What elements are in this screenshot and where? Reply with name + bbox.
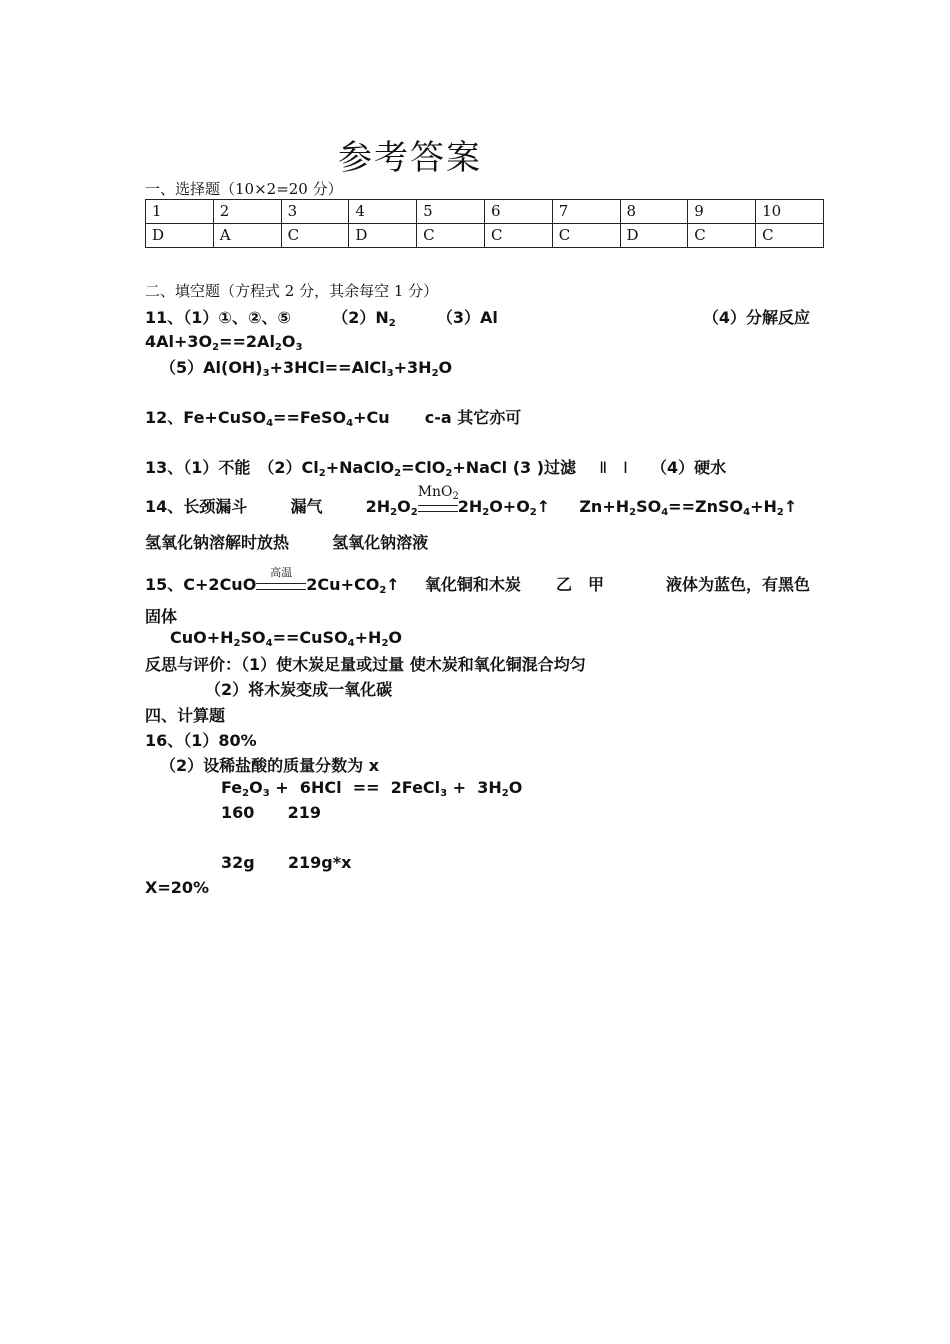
table-row-answers <box>146 224 824 248</box>
table-cell: 7 <box>552 200 620 224</box>
table-cell: A <box>213 224 281 248</box>
q12-note: c-a 其它亦可 <box>424 408 522 427</box>
table-cell: 9 <box>688 200 756 224</box>
q13-part4: （4）硬水 <box>650 458 727 477</box>
q14-line2 <box>145 530 428 553</box>
q11-line: 11、（1）①、②、⑤ $(2)N_2$ （3）Al （4）分解反应 <box>145 305 810 328</box>
q11-part1: （1）①、②、⑤ <box>183 308 292 327</box>
q15-line2: 固体 <box>145 607 178 626</box>
table-cell: D <box>620 224 688 248</box>
eq-text: 4Al+3O <box>145 332 213 351</box>
table-cell: C <box>756 224 824 248</box>
q14-number: 14、 <box>145 497 184 516</box>
table-cell: 2 <box>213 200 281 224</box>
q12-number: 12、 <box>145 408 184 427</box>
section2-heading: 二、填空题（方程式 2 分，其余每空 1 分） <box>145 282 439 300</box>
q15-eq2: $CuO+H_2SO_4==CuSO_4+H_2O$ <box>170 628 403 649</box>
table-cell: C <box>688 224 756 248</box>
q16-given <box>221 853 351 872</box>
table-cell: 8 <box>620 200 688 224</box>
page-title: 参考答案 <box>338 138 482 178</box>
q15-line1: 15、C+2CuO 高温 $2Cu+CO_2↑$ 氧化铜和木炭 乙 甲 液体为蓝色，有黑色 <box>145 566 810 596</box>
q11-part4: （4）分解反应 <box>702 308 810 327</box>
mass-hcl: 219 <box>287 803 321 822</box>
given-fe2o3: 32g <box>221 853 255 872</box>
table-cell: C <box>484 224 552 248</box>
q12-line: 12、Fe+CuSO$_4$==FeSO$_4$+Cu c-a 其它亦可 <box>145 408 522 429</box>
q14-line1: 14、长颈漏斗 漏气 $2H_2O_2$ MnO$_2$ $2H_2O+O_2↑$ $Zn+H_2SO_4==ZnSO_4+H_2↑$ <box>145 484 798 518</box>
q14-answer1: 长颈漏斗 <box>183 497 248 516</box>
q13-line: 13、（1）不能 $(2)Cl_2+NaClO_2=ClO_2+NaCl$ (3 )过滤 Ⅱ Ⅰ （4）硬水 <box>145 458 727 479</box>
condition-text: 高温 <box>270 566 293 579</box>
q15-reflect2: （2）将木炭变成一氧化碳 <box>205 680 393 699</box>
table-cell: 3 <box>281 200 349 224</box>
q14-answer4: 氢氧化钠溶液 <box>332 533 429 552</box>
table-cell: 10 <box>756 200 824 224</box>
high-temp-condition <box>256 566 306 590</box>
catalyst-text: MnO <box>417 484 453 500</box>
q11-number: 11、 <box>145 308 184 327</box>
section1-heading: 一、选择题（10×2=20 分） <box>145 180 343 198</box>
answer-table <box>145 199 824 248</box>
table-cell: 5 <box>417 200 485 224</box>
q11-eq5: $(5)Al(OH)_3+3HCl==AlCl_3+3H_2O$ <box>160 358 453 379</box>
q13-roman: Ⅱ Ⅰ <box>599 458 628 477</box>
q14-answer3: 氢氧化钠溶解时放热 <box>145 533 290 552</box>
table-cell: D <box>349 224 417 248</box>
q15-answer2: 乙 甲 <box>556 575 605 594</box>
q15-answer3: 液体为蓝色，有黑色 <box>665 575 810 594</box>
q14-answer2: 漏气 <box>290 497 323 516</box>
given-hcl: 219g*x <box>287 853 352 872</box>
mass-fe2o3: 160 <box>221 803 255 822</box>
q11-part2: （2）N <box>332 308 389 327</box>
eq-text: （5）Al(OH) <box>160 358 263 377</box>
section4-heading: 四、计算题 <box>145 706 226 725</box>
table-cell: 6 <box>484 200 552 224</box>
table-cell: C <box>417 224 485 248</box>
q15-answer1: 氧化铜和木炭 <box>424 575 521 594</box>
q16-masses <box>221 803 321 822</box>
table-row-numbers <box>146 200 824 224</box>
mno2-condition: MnO$_2$ <box>418 503 458 512</box>
q15-reflect1: 反思与评价：（1）使木炭足量或过量 使木炭和氧化铜混合均匀 <box>145 655 586 674</box>
table-cell: 4 <box>349 200 417 224</box>
q11-part3: （3）Al <box>436 308 498 327</box>
q12-equation: Fe+CuSO <box>183 408 267 427</box>
q13-part3: (3 )过滤 <box>512 458 577 477</box>
q16-part1: 16、（1）80% <box>145 731 257 750</box>
table-cell: C <box>552 224 620 248</box>
q16-part2: （2）设稀盐酸的质量分数为 x <box>160 756 380 775</box>
q16-equation: $Fe_2O_3 + 6HCl$ == 2FeCl$_3$ + $3H_2O$ <box>221 778 523 799</box>
q15-number: 15、 <box>145 575 184 594</box>
table-cell: D <box>146 224 214 248</box>
table-cell: 1 <box>146 200 214 224</box>
table-cell: C <box>281 224 349 248</box>
q11-eq1: $4Al+3O_2==2Al_2O_3$ <box>145 332 303 353</box>
q16-result: X=20% <box>145 878 210 897</box>
q13-text: 13、（1）不能 （2）Cl <box>145 458 319 477</box>
